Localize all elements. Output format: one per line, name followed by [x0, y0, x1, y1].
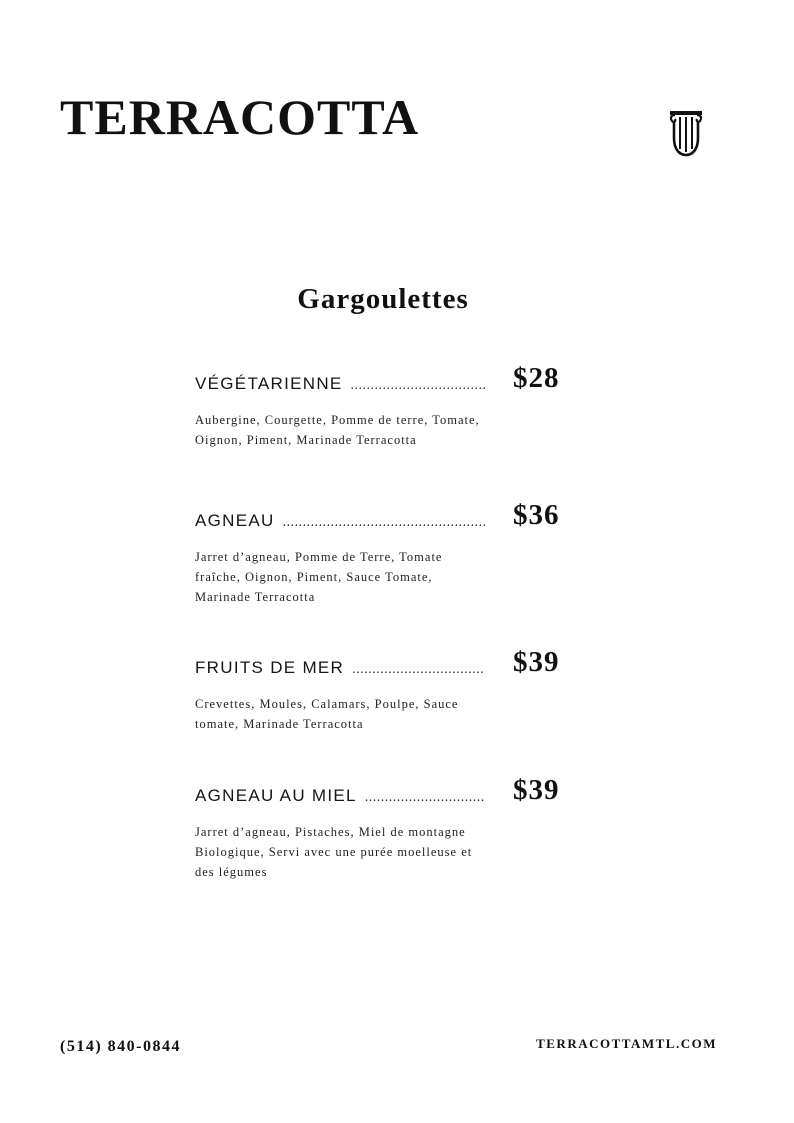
- item-price: $28: [513, 362, 560, 394]
- menu-item-vegetarienne: [195, 362, 575, 450]
- item-price: $36: [513, 499, 560, 531]
- dot-leader: [351, 378, 485, 394]
- brand-name: TERRACOTTA: [60, 89, 420, 145]
- item-name: FRUITS DE MER: [195, 658, 345, 677]
- dot-leader: [283, 515, 485, 531]
- website-url: TERRACOTTAMTL.COM: [536, 1036, 717, 1051]
- item-description: Crevettes, Moules, Calamars, Poulpe, Sauce tomate, Marinade Terracotta: [195, 697, 459, 731]
- item-description: Jarret d’agneau, Pistaches, Miel de montagne Biologique, Servi avec une purée moelleuse et des légumes: [195, 825, 473, 879]
- lyre-column-icon: [669, 104, 703, 158]
- item-name: AGNEAU: [195, 511, 275, 530]
- menu-item-agneau-au-miel: [195, 774, 575, 882]
- phone-number: (514) 840-0844: [60, 1038, 181, 1055]
- item-price: $39: [513, 646, 560, 678]
- dot-leader: [365, 790, 485, 806]
- item-name: VÉGÉTARIENNE: [195, 374, 343, 393]
- menu-item-fruits-de-mer: [195, 646, 575, 734]
- item-description: Aubergine, Courgette, Pomme de terre, Tomate, Oignon, Piment, Marinade Terracotta: [195, 413, 480, 447]
- dot-leader: [352, 662, 485, 678]
- menu-item-agneau: [195, 499, 575, 607]
- section-title: Gargoulettes: [297, 283, 469, 315]
- item-description: Jarret d’agneau, Pomme de Terre, Tomate fraîche, Oignon, Piment, Sauce Tomate, Marinade Terracotta: [195, 550, 443, 604]
- item-name: AGNEAU AU MIEL: [195, 786, 357, 805]
- item-price: $39: [513, 774, 560, 806]
